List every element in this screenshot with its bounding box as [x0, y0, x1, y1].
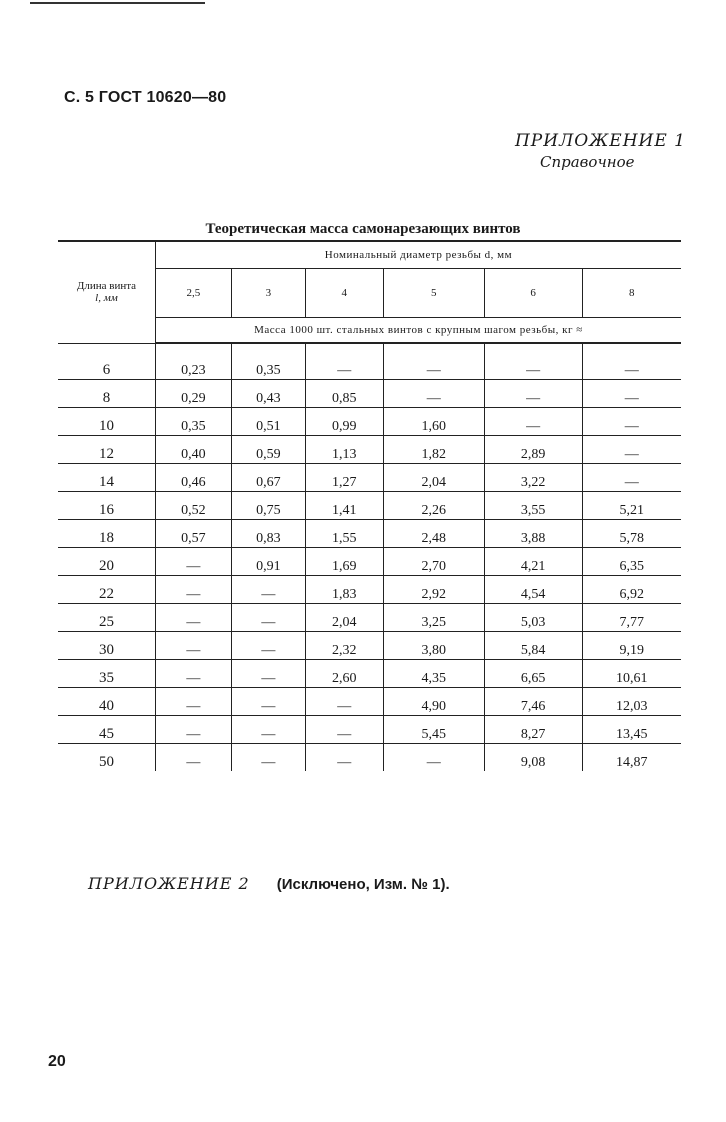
mass-cell: — — [155, 716, 231, 744]
mass-cell: 2,60 — [305, 660, 383, 688]
mass-cell: — — [305, 688, 383, 716]
mass-cell: 2,04 — [383, 464, 484, 492]
diameter-col: 8 — [582, 269, 681, 318]
mass-cell: 0,52 — [155, 492, 231, 520]
table-row — [58, 660, 681, 688]
mass-cell: — — [305, 716, 383, 744]
page-header: С. 5 ГОСТ 10620—80 — [64, 89, 227, 106]
mass-cell: — — [582, 408, 681, 436]
mass-cell: 5,45 — [383, 716, 484, 744]
mass-cell: 2,48 — [383, 520, 484, 548]
mass-cell: 0,91 — [231, 548, 305, 576]
mass-cell: — — [484, 352, 582, 380]
mass-cell: 0,43 — [231, 380, 305, 408]
mass-cell: 2,04 — [305, 604, 383, 632]
mass-cell: 0,75 — [231, 492, 305, 520]
row-length: 35 — [58, 660, 155, 688]
mass-cell: — — [582, 464, 681, 492]
row-length: 25 — [58, 604, 155, 632]
mass-cell: — — [155, 688, 231, 716]
mass-cell: — — [155, 660, 231, 688]
appendix-2 — [88, 874, 450, 893]
mass-cell: — — [155, 576, 231, 604]
table-row — [58, 744, 681, 772]
mass-cell: 13,45 — [582, 716, 681, 744]
mass-cell: — — [305, 744, 383, 772]
table-row — [58, 408, 681, 436]
appendix-2-note: (Исключено, Изм. № 1). — [276, 876, 450, 893]
row-length: 30 — [58, 632, 155, 660]
mass-cell: 0,40 — [155, 436, 231, 464]
table-title: Теоретическая масса самонарезающих винтов — [205, 221, 521, 237]
length-header-line1: Длина винта — [76, 280, 137, 293]
length-header-line2: l, мм — [95, 292, 118, 305]
mass-cell: 0,83 — [231, 520, 305, 548]
mass-cell: — — [155, 744, 231, 772]
mass-cell: 1,83 — [305, 576, 383, 604]
diameter-col: 3 — [231, 269, 305, 318]
mass-cell: — — [231, 744, 305, 772]
mass-cell: 4,35 — [383, 660, 484, 688]
mass-cell: 1,69 — [305, 548, 383, 576]
mass-cell: 0,46 — [155, 464, 231, 492]
mass-cell: 6,92 — [582, 576, 681, 604]
mass-cell: 2,89 — [484, 436, 582, 464]
table-row — [58, 576, 681, 604]
mass-cell: 1,27 — [305, 464, 383, 492]
table-row — [58, 520, 681, 548]
mass-cell: 1,41 — [305, 492, 383, 520]
mass-cell: — — [155, 604, 231, 632]
page-number: 20 — [48, 1053, 66, 1070]
mass-cell: — — [383, 352, 484, 380]
row-length: 40 — [58, 688, 155, 716]
mass-cell: 12,03 — [582, 688, 681, 716]
table-row — [58, 380, 681, 408]
diameter-col: 4 — [305, 269, 383, 318]
mass-cell: 4,54 — [484, 576, 582, 604]
mass-cell: — — [155, 632, 231, 660]
mass-cell: 5,21 — [582, 492, 681, 520]
table-row — [58, 436, 681, 464]
mass-cell: — — [582, 352, 681, 380]
row-length: 16 — [58, 492, 155, 520]
mass-cell: 2,26 — [383, 492, 484, 520]
mass-cell: — — [231, 576, 305, 604]
mass-cell: 0,51 — [231, 408, 305, 436]
mass-cell: — — [155, 548, 231, 576]
mass-header: Масса 1000 шт. стальных винтов с крупным шагом резьбы, кг ≈ — [155, 318, 681, 344]
diameter-col: 5 — [383, 269, 484, 318]
top-rule — [30, 2, 205, 4]
mass-cell: 7,46 — [484, 688, 582, 716]
mass-cell: — — [231, 604, 305, 632]
row-length: 50 — [98, 754, 114, 770]
row-length: 45 — [58, 716, 155, 744]
mass-cell: 4,21 — [484, 548, 582, 576]
mass-cell: 5,84 — [484, 632, 582, 660]
mass-cell: 3,80 — [383, 632, 484, 660]
table-row — [58, 464, 681, 492]
mass-cell: 2,70 — [383, 548, 484, 576]
diameter-col: 2,5 — [155, 269, 231, 318]
header-spacer — [58, 343, 681, 352]
mass-cell: 1,60 — [383, 408, 484, 436]
mass-cell: 0,35 — [155, 408, 231, 436]
mass-cell: — — [383, 380, 484, 408]
mass-cell: 3,25 — [383, 604, 484, 632]
mass-cell: 0,29 — [155, 380, 231, 408]
mass-cell: 2,92 — [383, 576, 484, 604]
mass-table — [58, 240, 681, 771]
row-length: 6 — [58, 352, 155, 380]
mass-cell: 7,77 — [582, 604, 681, 632]
mass-cell: — — [305, 352, 383, 380]
mass-cell: 0,85 — [305, 380, 383, 408]
mass-cell: 9,08 — [484, 744, 582, 772]
mass-cell: 6,65 — [484, 660, 582, 688]
mass-cell: 3,22 — [484, 464, 582, 492]
mass-cell: 0,57 — [155, 520, 231, 548]
row-length: 18 — [58, 520, 155, 548]
table-row — [58, 716, 681, 744]
mass-cell: — — [231, 660, 305, 688]
table-row — [58, 604, 681, 632]
row-length: 20 — [58, 548, 155, 576]
mass-cell: 0,99 — [305, 408, 383, 436]
row-length: 12 — [58, 436, 155, 464]
mass-cell: 14,87 — [582, 744, 681, 772]
length-header — [58, 241, 155, 343]
table-row — [58, 688, 681, 716]
mass-cell: — — [231, 716, 305, 744]
mass-cell: — — [484, 380, 582, 408]
table-row — [58, 548, 681, 576]
mass-cell: 6,35 — [582, 548, 681, 576]
mass-cell: 0,59 — [231, 436, 305, 464]
mass-cell: 10,61 — [582, 660, 681, 688]
mass-cell: 0,67 — [231, 464, 305, 492]
mass-cell: — — [383, 744, 484, 772]
mass-cell: 2,32 — [305, 632, 383, 660]
mass-cell: 0,23 — [155, 352, 231, 380]
appendix-2-title: ПРИЛОЖЕНИЕ 2 — [88, 874, 250, 893]
mass-cell: — — [231, 688, 305, 716]
row-length: 14 — [58, 464, 155, 492]
mass-cell: — — [231, 632, 305, 660]
mass-cell: 5,03 — [484, 604, 582, 632]
appendix-1-title: ПРИЛОЖЕНИЕ 1 — [514, 131, 686, 151]
diameter-header: Номинальный диаметр резьбы d, мм — [155, 241, 681, 269]
table-row — [58, 632, 681, 660]
diameter-col: 6 — [484, 269, 582, 318]
mass-cell: 8,27 — [484, 716, 582, 744]
appendix-1-subtitle: Справочное — [540, 153, 635, 171]
mass-cell: 4,90 — [383, 688, 484, 716]
mass-cell: 9,19 — [582, 632, 681, 660]
table-row — [58, 492, 681, 520]
mass-cell: — — [484, 408, 582, 436]
row-length: 10 — [58, 408, 155, 436]
mass-cell: 1,55 — [305, 520, 383, 548]
mass-cell: 3,55 — [484, 492, 582, 520]
table-row — [58, 352, 681, 380]
row-length: 22 — [58, 576, 155, 604]
mass-cell: 5,78 — [582, 520, 681, 548]
mass-cell: — — [582, 436, 681, 464]
mass-cell: 0,35 — [231, 352, 305, 380]
mass-cell: 3,88 — [484, 520, 582, 548]
mass-cell: 1,82 — [383, 436, 484, 464]
mass-cell: — — [582, 380, 681, 408]
row-length: 8 — [58, 380, 155, 408]
mass-cell: 1,13 — [305, 436, 383, 464]
